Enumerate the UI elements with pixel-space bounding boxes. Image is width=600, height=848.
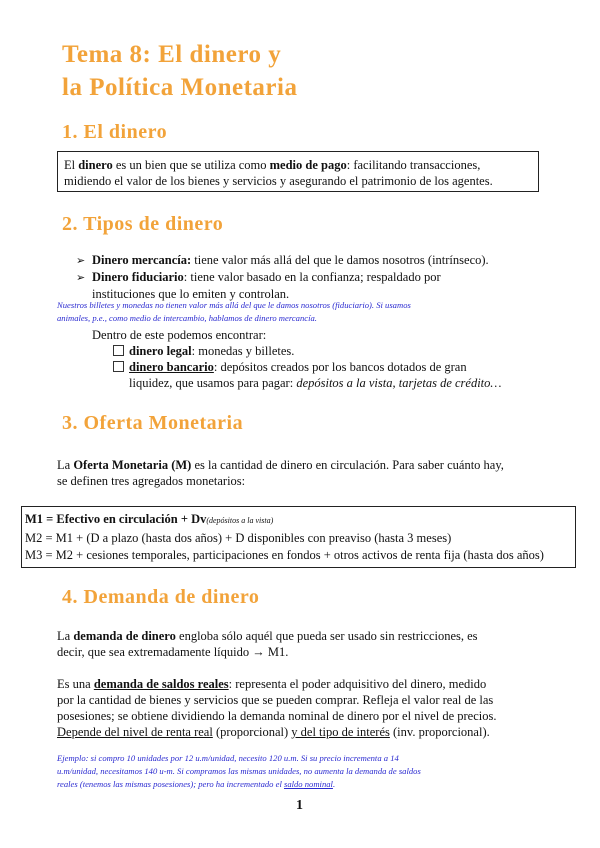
m1-definition: M1 = Efectivo en circulación + Dv [25,512,207,526]
term-dinero-bancario: dinero bancario [129,360,214,374]
text: : depósitos creados por los bancos dotados de gran [213,360,467,374]
examples: depósitos a la vista, tarjetas de crédito… [296,376,502,390]
text: es un bien que se utiliza como [112,158,270,172]
text: . [332,779,336,789]
demanda-paragraph-1 [57,628,557,660]
list-item-continuation: instituciones que lo emiten y controlan. [92,287,290,301]
term-oferta-monetaria: Oferta Monetaria (M) [73,458,192,472]
checkbox-icon [113,361,124,372]
aggregates-box [21,506,576,568]
term-saldo-nominal: saldo nominal [283,779,333,789]
definition-box [57,151,539,192]
term-demanda-de-dinero: demanda de dinero [73,629,176,643]
paragraph-line: posesiones; se obtiene dividiendo la demanda nominal de dinero por el nivel de precios. [57,709,497,723]
demanda-paragraph-2 [57,676,567,740]
section-1-heading: 1. El dinero [62,121,168,143]
text: : tiene valor basado en la confianza; respaldado por [183,270,441,284]
term-dinero-mercancia: Dinero mercancía: [92,253,192,267]
definition-line-2: midiendo el valor de los bienes y servicios y asegurando el patrimonio de los agentes. [64,174,493,188]
text: : facilitando transacciones, [346,158,481,172]
m1-note: (depósitos a la vista) [206,516,274,525]
paragraph-line: se definen tres agregados monetarios: [57,474,246,488]
note-line [57,778,577,791]
example-note [57,752,577,791]
text: : monedas y billetes. [191,344,295,358]
money-types-list [76,252,546,302]
paragraph-line [57,676,567,692]
text: engloba sólo aquél que pueda ser usado sin restricciones, es [175,629,478,643]
page-number: 1 [296,798,303,813]
text: (inv. proporcional). [389,725,490,739]
dependency-interes: y del tipo de interés [291,725,390,739]
section-2-heading: 2. Tipos de dinero [62,213,224,235]
text: (proporcional) [212,725,292,739]
section-4-heading: 4. Demanda de dinero [62,586,260,608]
text: El [64,158,79,172]
text: es la cantidad de dinero en circulación. Para saber cuánto hay, [191,458,504,472]
note-line: Nuestros billetes y monedas no tienen valor más allá del que le damos nosotros (fiduciario). Si usamos [57,300,411,310]
text: reales (tenemos las mismas posesiones); pero ha incrementado el [57,779,284,789]
arrow-bullet-icon: ➢ [76,255,86,267]
title-line-2: la Política Monetaria [62,74,298,101]
note-line: u.m/unidad, necesitamos 140 u-m. Si compramos las mismas unidades, no aumenta la demanda de saldos [57,766,421,776]
list-item [76,269,546,286]
list-item [113,343,543,359]
list-item [76,252,546,269]
paragraph-line [57,457,557,473]
aggregate-m3: M3 = M2 + cesiones temporales, participaciones en fondos + otros activos de renta fija (hasta dos años) [25,548,544,562]
aggregate-m1 [25,511,572,530]
note-line: animales, p.e., como medio de intercambio, hablamos de dinero mercancía. [57,313,317,323]
term-medio-de-pago: medio de pago [269,158,347,172]
note-fiduciario [57,299,577,325]
paragraph-line [57,628,557,644]
term-dinero-fiduciario: Dinero fiduciario [92,270,184,284]
text: La [57,629,74,643]
dependency-renta: Depende del nivel de renta real [57,725,213,739]
section-3-heading: 3. Oferta Monetaria [62,412,244,434]
oferta-paragraph [57,457,557,489]
arrow-bullet-icon: ➢ [76,272,86,284]
list-item-continuation [113,375,543,391]
checkbox-icon [113,345,124,356]
text: Es una [57,677,94,691]
title-line-1: Tema 8: El dinero y [62,41,282,68]
paragraph-line: decir, que sea extremadamente líquido → M1. [57,645,289,659]
list-item [113,359,543,375]
text: : representa el poder adquisitivo del dinero, medido [228,677,487,691]
term-saldos-reales: demanda de saldos reales [93,677,229,691]
text: tiene valor más allá del que le damos nosotros (intrínseco). [191,253,489,267]
definition-line-1 [64,157,532,173]
aggregate-m2: M2 = M1 + (D a plazo (hasta dos años) + D disponibles con preaviso (hasta 3 meses) [25,530,452,545]
term-dinero: dinero [78,158,113,172]
paragraph-line: por la cantidad de bienes y servicios que se pueden comprar. Refleja el valor real de las [57,693,494,707]
paragraph-line [57,724,567,740]
subtypes-intro: Dentro de este podemos encontrar: [92,328,267,342]
term-dinero-legal: dinero legal [129,344,192,358]
text: liquidez, que usamos para pagar: [129,376,297,390]
subtypes-list [113,343,543,391]
page-title [62,38,297,104]
note-line: Ejemplo: si compro 10 unidades por 12 u.m/unidad, necesito 120 u.m. Si su precio incrementa a 14 [57,753,399,763]
text: La [57,458,74,472]
